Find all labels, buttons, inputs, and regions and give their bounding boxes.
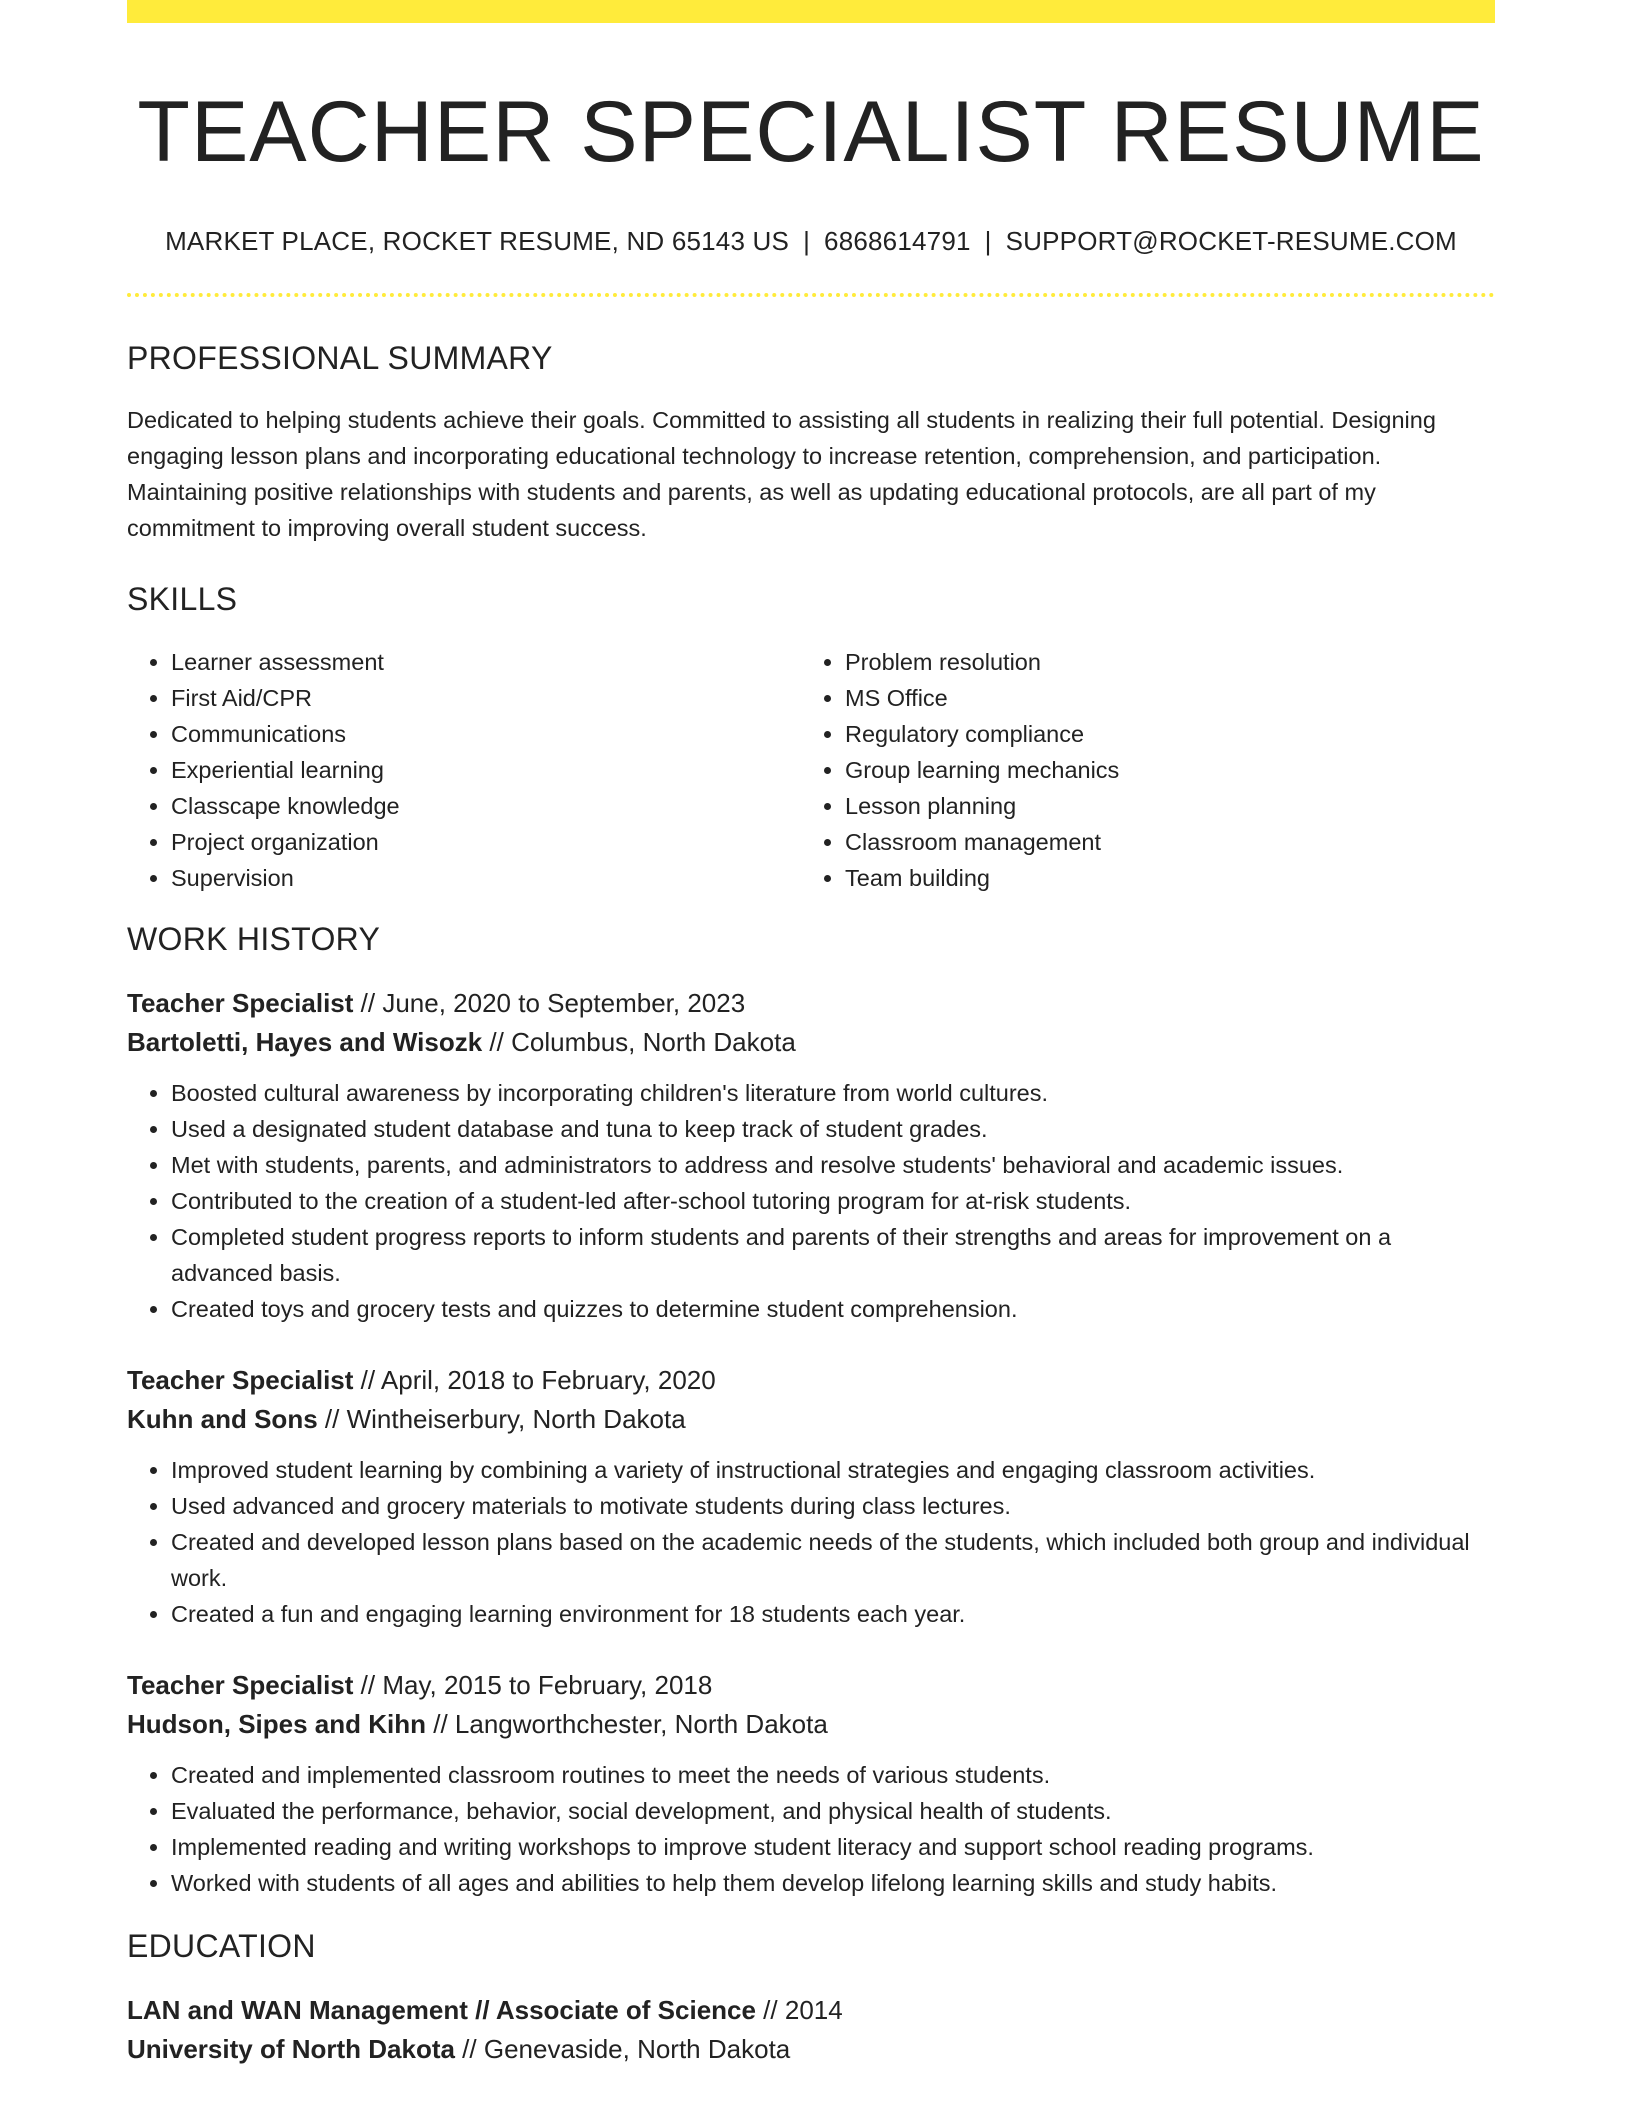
skill-item: • Team building — [845, 860, 1475, 896]
job-bullet: • Created and developed lesson plans based on the academic needs of the students, which included both group and individual work. — [171, 1524, 1495, 1596]
job-bullet: • Improved student learning by combining a variety of instructional strategies and engaging classroom activities. — [171, 1452, 1495, 1488]
skill-item: • Project organization — [171, 824, 801, 860]
job-entry — [127, 1666, 1495, 1901]
skill-item: • Group learning mechanics — [845, 752, 1475, 788]
contact-line — [127, 226, 1495, 257]
education-location: Genevaside, North Dakota — [483, 2034, 791, 2065]
job-separator: // — [426, 1708, 455, 1739]
job-separator: // — [482, 1026, 512, 1057]
top-accent-bar — [127, 0, 1495, 23]
job-company-line — [127, 1023, 1495, 1062]
education-separator: // — [454, 2034, 484, 2065]
skill-item: • Lesson planning — [845, 788, 1475, 824]
skill-item: • Supervision — [171, 860, 801, 896]
job-bullet: • Boosted cultural awareness by incorporating children's literature from world cultures. — [171, 1075, 1495, 1111]
job-separator: // — [353, 1364, 381, 1395]
job-company-line — [127, 1400, 1495, 1439]
summary-text: Dedicated to helping students achieve their goals. Committed to assisting all students in realizing their full potential. Designing engaging lesson plans and incorporating educational technology to increase retention, comprehension, and participation. Maintaining positive relationships with students and parents, as well as updating educational protocols, are all part of my commitment to improving overall student success. — [127, 407, 1436, 542]
dotted-divider — [127, 293, 1495, 297]
job-company: Hudson, Sipes and Kihn — [127, 1708, 427, 1739]
job-location: Wintheiserbury, North Dakota — [346, 1403, 686, 1434]
education-degree: LAN and WAN Management // Associate of Science — [127, 1995, 756, 2026]
job-bullet: • Evaluated the performance, behavior, social development, and physical health of students. — [171, 1793, 1495, 1829]
resume-page — [127, 0, 1495, 2069]
skill-item: • First Aid/CPR — [171, 680, 801, 716]
job-separator: // — [353, 987, 383, 1018]
contact-separator: | — [803, 225, 811, 256]
job-dates: June, 2020 to September, 2023 — [382, 987, 746, 1018]
education-entry — [127, 1991, 1495, 2069]
resume-title: TEACHER SPECIALIST RESUME — [137, 84, 1485, 180]
skill-item: • MS Office — [845, 680, 1475, 716]
skill-item: • Problem resolution — [845, 644, 1475, 680]
job-entry — [127, 1361, 1495, 1632]
education-year: 2014 — [784, 1995, 843, 2026]
education-school: University of North Dakota — [127, 2034, 455, 2065]
skills-list-right — [801, 644, 1475, 896]
job-role: Teacher Specialist — [127, 987, 354, 1018]
skill-item: • Regulatory compliance — [845, 716, 1475, 752]
job-bullet: • Created a fun and engaging learning environment for 18 students each year. — [171, 1596, 1495, 1632]
education-school-line — [127, 2030, 1495, 2069]
job-entry — [127, 984, 1495, 1327]
summary-heading: PROFESSIONAL SUMMARY — [127, 339, 553, 376]
education-separator: // — [755, 1995, 785, 2026]
job-bullet: • Implemented reading and writing workshops to improve student literacy and support school reading programs. — [171, 1829, 1495, 1865]
contact-separator: | — [984, 225, 992, 256]
job-title-line — [127, 1666, 1495, 1705]
contact-address: MARKET PLACE, ROCKET RESUME, ND 65143 US — [165, 225, 790, 256]
job-location: Langworthchester, North Dakota — [454, 1708, 828, 1739]
job-bullet: • Used a designated student database and tuna to keep track of student grades. — [171, 1111, 1495, 1147]
job-bullet: • Used advanced and grocery materials to motivate students during class lectures. — [171, 1488, 1495, 1524]
skill-item: • Classroom management — [845, 824, 1475, 860]
job-company: Bartoletti, Hayes and Wisozk — [127, 1026, 483, 1057]
skill-item: • Learner assessment — [171, 644, 801, 680]
job-company: Kuhn and Sons — [127, 1403, 318, 1434]
skills-grid — [127, 644, 1495, 896]
job-bullet: • Worked with students of all ages and abilities to help them develop lifelong learning skills and study habits. — [171, 1865, 1495, 1901]
job-separator: // — [317, 1403, 347, 1434]
job-location: Columbus, North Dakota — [511, 1026, 796, 1057]
education-degree-line — [127, 1991, 1495, 2030]
job-bullet: • Contributed to the creation of a student-led after-school tutoring program for at-risk students. — [171, 1183, 1495, 1219]
job-bullet: • Created toys and grocery tests and quizzes to determine student comprehension. — [171, 1291, 1495, 1327]
skill-item: • Classcape knowledge — [171, 788, 801, 824]
skills-heading: SKILLS — [127, 581, 238, 618]
job-role: Teacher Specialist — [127, 1364, 354, 1395]
job-title-line — [127, 984, 1495, 1023]
job-company-line — [127, 1705, 1495, 1744]
job-bullet: • Completed student progress reports to inform students and parents of their strengths and areas for improvement on a advanced basis. — [171, 1219, 1495, 1291]
job-dates: May, 2015 to February, 2018 — [382, 1669, 713, 1700]
job-dates: April, 2018 to February, 2020 — [380, 1364, 716, 1395]
contact-email: SUPPORT@ROCKET-RESUME.COM — [1005, 225, 1457, 256]
job-role: Teacher Specialist — [127, 1669, 354, 1700]
job-title-line — [127, 1361, 1495, 1400]
job-bullets — [127, 1452, 1495, 1632]
job-bullets — [127, 1757, 1495, 1901]
job-bullet: • Created and implemented classroom routines to meet the needs of various students. — [171, 1757, 1495, 1793]
contact-phone: 6868614791 — [824, 225, 971, 256]
job-bullets — [127, 1075, 1495, 1327]
job-separator: // — [353, 1669, 383, 1700]
skill-item: • Communications — [171, 716, 801, 752]
skill-item: • Experiential learning — [171, 752, 801, 788]
work-history-heading: WORK HISTORY — [127, 920, 381, 957]
education-heading: EDUCATION — [127, 1927, 316, 1964]
skills-list-left — [127, 644, 801, 896]
job-bullet: • Met with students, parents, and administrators to address and resolve students' behavioral and academic issues. — [171, 1147, 1495, 1183]
